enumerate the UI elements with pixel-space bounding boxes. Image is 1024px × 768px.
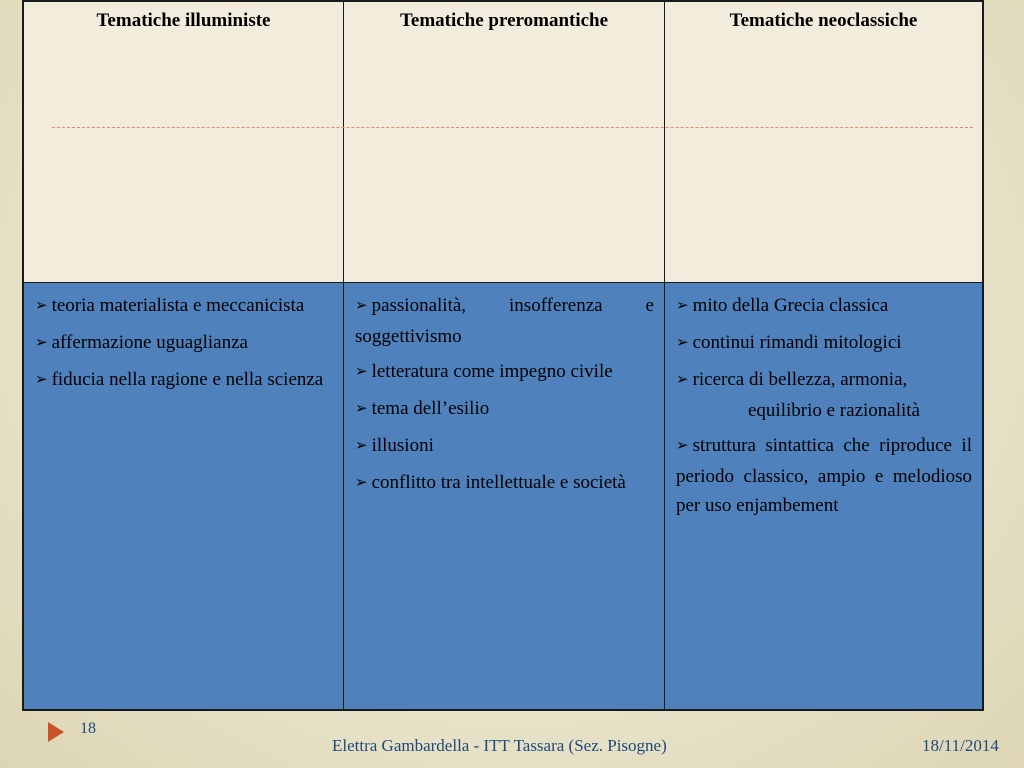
column-neoclassiche: [665, 283, 982, 709]
column-preromantiche: [344, 283, 665, 709]
arrow-bullet-icon: ➢: [35, 372, 48, 388]
column-illuministe: [24, 283, 344, 709]
header-neoclassiche: Tematiche neoclassiche: [665, 2, 982, 283]
arrow-bullet-icon: ➢: [676, 438, 689, 454]
header-preromantiche: Tematiche preromantiche: [344, 2, 665, 283]
arrow-bullet-icon: ➢: [35, 335, 48, 351]
arrow-bullet-icon: ➢: [355, 298, 368, 314]
list-item: ➢ mito della Grecia classica: [676, 291, 972, 322]
list-item: ➢ teoria materialista e meccanicista: [35, 291, 333, 322]
arrow-bullet-icon: ➢: [355, 438, 368, 454]
list-item: ➢ affermazione uguaglianza: [35, 328, 333, 359]
footer-author: Elettra Gambardella - ITT Tassara (Sez. Pisogne): [332, 736, 667, 755]
arrow-bullet-icon: ➢: [355, 364, 368, 380]
footer-date: 18/11/2014: [922, 736, 999, 755]
arrow-bullet-icon: ➢: [35, 298, 48, 314]
arrow-bullet-icon: ➢: [676, 298, 689, 314]
themes-table: [22, 0, 984, 711]
list-item: ➢ letteratura come impegno civile: [355, 357, 654, 388]
arrow-bullet-icon: ➢: [676, 335, 689, 351]
list-item: ➢ illusioni: [355, 431, 654, 462]
arrow-bullet-icon: ➢: [355, 475, 368, 491]
arrow-bullet-icon: ➢: [355, 401, 368, 417]
page-number: 18: [80, 720, 96, 737]
arrow-bullet-icon: ➢: [676, 372, 689, 388]
nav-arrow-icon: [48, 722, 64, 742]
list-item: ➢ passionalità, insofferenza e soggettivismo: [355, 291, 654, 351]
list-item: ➢ continui rimandi mitologici: [676, 328, 972, 359]
list-item: ➢ fiducia nella ragione e nella scienza: [35, 365, 333, 396]
list-item-continuation: equilibrio e razionalità: [748, 400, 920, 421]
list-item: ➢ tema dell’esilio: [355, 394, 654, 425]
header-illuministe: Tematiche illuministe: [24, 2, 344, 283]
dashed-divider: [52, 127, 973, 128]
list-item: ➢ ricerca di bellezza, armonia,: [676, 365, 972, 396]
list-item: ➢ struttura sintattica che riproduce il periodo classico, ampio e melodioso per uso enjambement: [676, 431, 972, 520]
list-item: ➢ conflitto tra intellettuale e società: [355, 468, 654, 499]
